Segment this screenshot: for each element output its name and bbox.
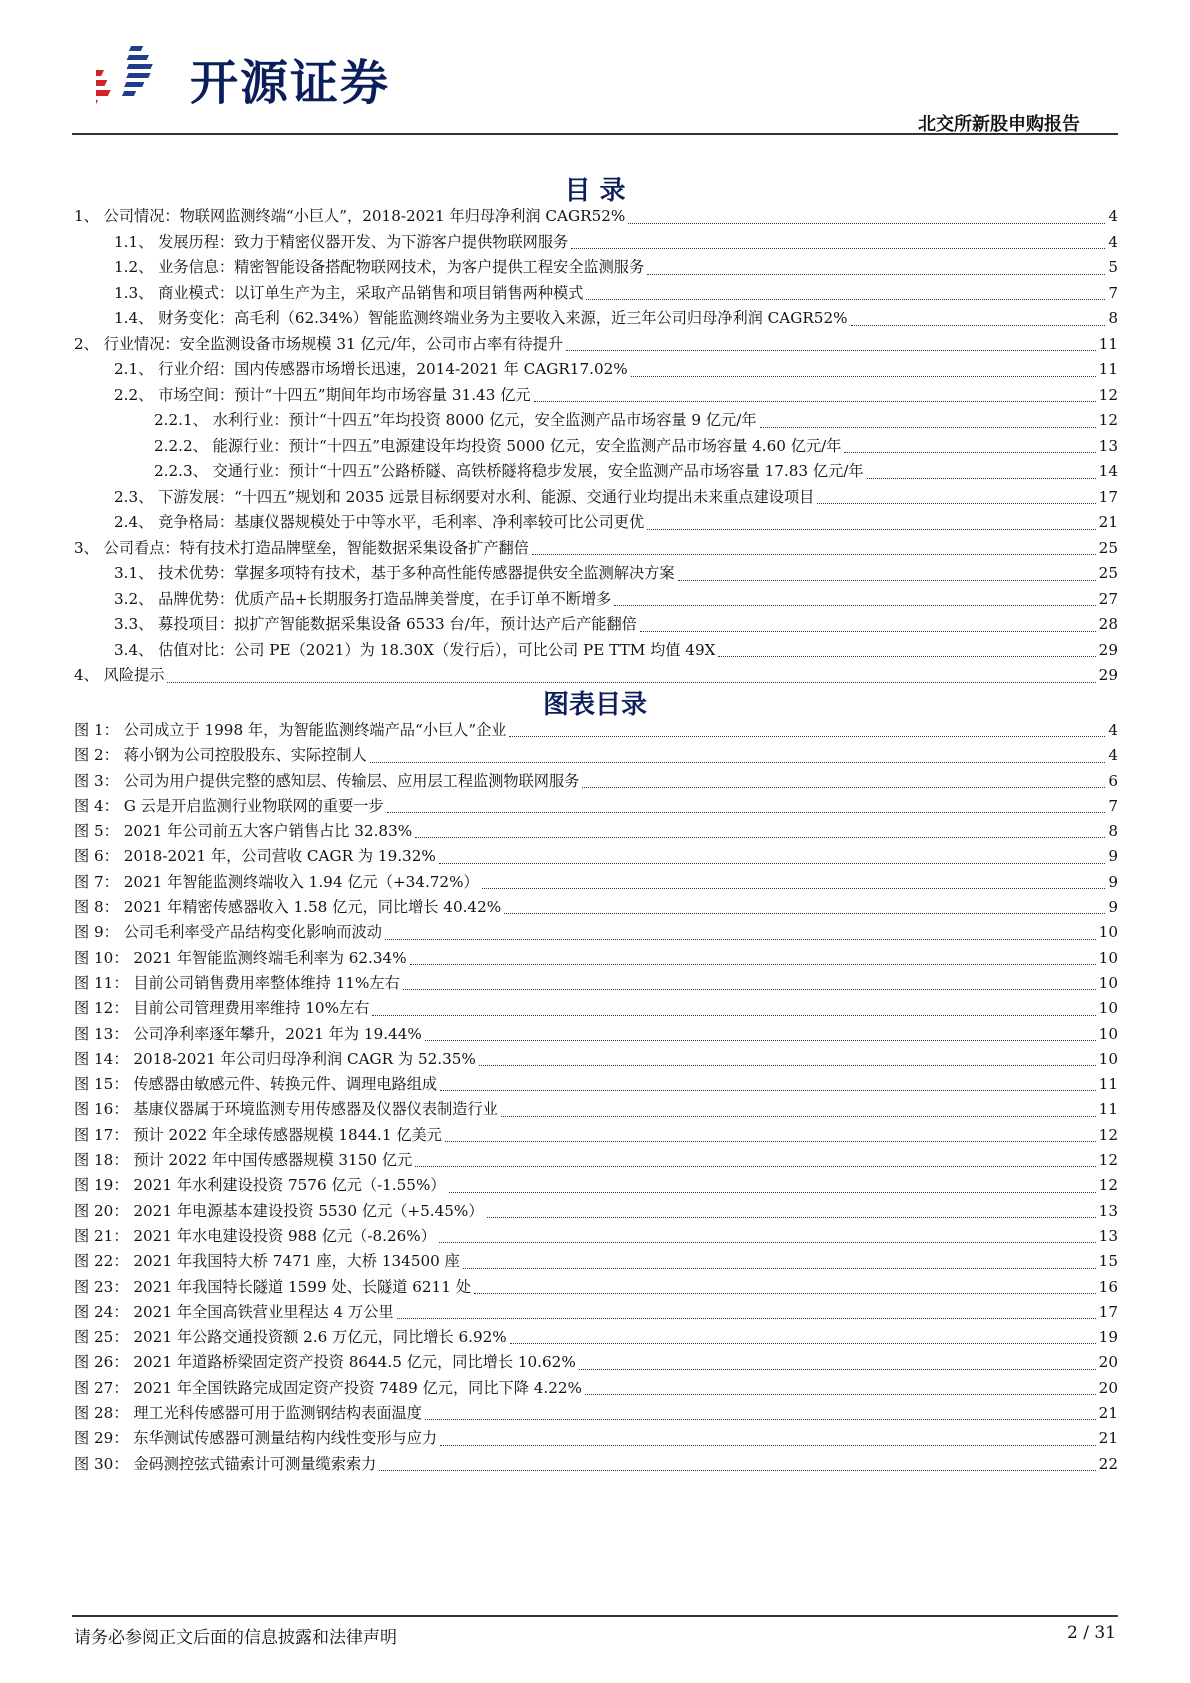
- dot-leader: [501, 1115, 1096, 1117]
- figure-entry-title: 图 2： 蒋小钢为公司控股股东、实际控制人: [74, 746, 367, 765]
- figure-entry-title: 图 29： 东华测试传感器可测量结构内线性变形与应力: [74, 1429, 438, 1448]
- dot-leader: [439, 1241, 1096, 1243]
- toc-entry[interactable]: [74, 255, 1118, 281]
- toc-entry[interactable]: [74, 281, 1118, 307]
- toc-entry-page: 4: [1108, 207, 1118, 225]
- dot-leader: [439, 862, 1106, 864]
- toc-entry[interactable]: [74, 485, 1118, 511]
- dot-leader: [579, 1368, 1096, 1370]
- toc-entry-title: 2.1、 行业介绍：国内传感器市场增长迅速，2014-2021 年 CAGR17.02%: [114, 360, 628, 378]
- figure-entry-title: 图 1： 公司成立于 1998 年，为智能监测终端产品“小巨人”企业: [74, 721, 507, 739]
- dot-leader: [415, 836, 1105, 838]
- figure-entry-title: 图 24： 2021 年全国高铁营业里程达 4 万公里: [74, 1302, 394, 1321]
- dot-leader: [844, 451, 1095, 453]
- toc-entry[interactable]: [74, 587, 1118, 613]
- toc-entry-title: 4、 风险提示: [74, 666, 165, 684]
- figure-entry-title: 图 6： 2018-2021 年，公司营收 CAGR 为 19.32%: [74, 847, 436, 866]
- figure-entry-page: 12: [1098, 1125, 1118, 1144]
- toc-entry[interactable]: [74, 510, 1118, 536]
- toc-entry-page: 7: [1108, 283, 1118, 302]
- figure-entry-title: 图 26： 2021 年道路桥梁固定资产投资 8644.5 亿元，同比增长 10.62%: [74, 1353, 576, 1372]
- figure-entry-page: 10: [1098, 948, 1118, 967]
- dot-leader: [487, 1216, 1096, 1218]
- dot-leader: [582, 786, 1105, 788]
- toc-entry-page: 8: [1108, 309, 1118, 327]
- toc-entry-title: 1.2、 业务信息：精密智能设备搭配物联网技术，为客户提供工程安全监测服务: [114, 258, 645, 276]
- brand-name: 开源证券: [190, 55, 391, 111]
- dot-leader: [385, 938, 1096, 940]
- dot-leader: [647, 273, 1105, 275]
- figure-entry[interactable]: [74, 1097, 1118, 1122]
- toc-entry-title: 2.2.2、 能源行业：预计“十四五”电源建设年均投资 5000 亿元，安全监测产品市场容量 4.60 亿元/年: [154, 436, 842, 455]
- figure-entry-page: 22: [1098, 1454, 1118, 1473]
- dot-leader: [425, 1039, 1096, 1041]
- dot-leader: [445, 1140, 1096, 1142]
- figure-entry[interactable]: [74, 1401, 1118, 1426]
- dot-leader: [760, 426, 1096, 428]
- figure-entry-title: 图 12： 目前公司管理费用率维持 10%左右: [74, 999, 370, 1018]
- dot-leader: [415, 1165, 1095, 1167]
- figures-title: 图表目录: [542, 690, 647, 720]
- figure-entry[interactable]: [74, 844, 1118, 869]
- figure-entry[interactable]: [74, 819, 1118, 844]
- dot-leader: [504, 912, 1105, 914]
- figures-list: [74, 718, 1118, 1477]
- dot-leader: [647, 528, 1096, 530]
- figure-entry-title: 图 20： 2021 年电源基本建设投资 5530 亿元（+5.45%）: [74, 1201, 484, 1220]
- toc-title: 目 录: [564, 176, 626, 206]
- figure-entry-title: 图 28： 理工光科传感器可用于监测钢结构表面温度: [74, 1404, 422, 1423]
- figure-entry[interactable]: [74, 1148, 1118, 1173]
- toc-entry-page: 5: [1108, 258, 1118, 276]
- figure-entry-title: 图 27： 2021 年全国铁路完成固定资产投资 7489 亿元，同比下降 4.22%: [74, 1378, 582, 1397]
- toc-entry-page: 17: [1098, 487, 1118, 506]
- figure-entry-page: 9: [1108, 847, 1118, 866]
- figure-entry-title: 图 14： 2018-2021 年公司归母净利润 CAGR 为 52.35%: [74, 1049, 476, 1068]
- dot-leader: [867, 477, 1096, 479]
- report-type: 北交所新股申购报告: [918, 114, 1080, 135]
- figure-entry-page: 9: [1108, 898, 1118, 917]
- figure-entry-title: 图 4： G 云是开启监测行业物联网的重要一步: [74, 796, 384, 815]
- figure-entry[interactable]: [74, 1300, 1118, 1325]
- dot-leader: [482, 887, 1106, 889]
- figure-entry-title: 图 7： 2021 年智能监测终端收入 1.94 亿元（+34.72%）: [74, 872, 479, 891]
- figure-entry[interactable]: [74, 1275, 1118, 1300]
- figure-entry[interactable]: [74, 1350, 1118, 1375]
- figure-entry-title: 图 13： 公司净利率逐年攀升，2021 年为 19.44%: [74, 1024, 422, 1043]
- toc-entry-title: 1.3、 商业模式：以订单生产为主，采取产品销售和项目销售两种模式: [114, 283, 584, 302]
- toc-entry-title: 1.4、 财务变化：高毛利（62.34%）智能监测终端业务为主要收入来源，近三年公司归母净利润 CAGR52%: [114, 309, 848, 327]
- figure-entry[interactable]: [74, 718, 1118, 743]
- figure-entry-page: 16: [1098, 1277, 1118, 1296]
- figure-entry-page: 10: [1098, 1049, 1118, 1068]
- dot-leader: [817, 502, 1095, 504]
- figure-entry-title: 图 5： 2021 年公司前五大客户销售占比 32.83%: [74, 822, 413, 841]
- page-header: [0, 0, 1190, 140]
- toc-entry-title: 2、 行业情况：安全监测设备市场规模 31 亿元/年，公司市占率有待提升: [74, 334, 564, 353]
- toc-entry[interactable]: [74, 561, 1118, 587]
- toc-entry[interactable]: [74, 408, 1118, 434]
- figure-entry-title: 图 3： 公司为用户提供完整的感知层、传输层、应用层工程监测物联网服务: [74, 771, 580, 790]
- dot-leader: [640, 630, 1096, 632]
- figure-entry-title: 图 23： 2021 年我国特长隧道 1599 处、长隧道 6211 处: [74, 1277, 471, 1296]
- figure-entry-page: 10: [1098, 999, 1118, 1018]
- dot-leader: [449, 1191, 1096, 1193]
- figure-entry[interactable]: [74, 1249, 1118, 1274]
- figure-entry-title: 图 18： 预计 2022 年中国传感器规模 3150 亿元: [74, 1151, 413, 1170]
- dot-leader: [614, 604, 1095, 606]
- figure-entry-page: 20: [1098, 1378, 1118, 1397]
- figure-entry-page: 10: [1098, 1024, 1118, 1043]
- dot-leader: [628, 222, 1105, 224]
- figure-entry[interactable]: [74, 971, 1118, 996]
- toc-entry[interactable]: [74, 612, 1118, 638]
- toc-entry-page: 21: [1098, 513, 1118, 531]
- footer-disclaimer: 请务必参阅正文后面的信息披露和法律声明: [74, 1628, 397, 1648]
- figure-entry-title: 图 25： 2021 年公路交通投资额 2.6 万亿元，同比增长 6.92%: [74, 1328, 507, 1347]
- toc-entry-title: 3、 公司看点：特有技术打造品牌壁垒，智能数据采集设备扩产翻倍: [74, 538, 529, 557]
- table-of-contents: [74, 204, 1118, 689]
- figure-entry-page: 8: [1108, 822, 1118, 841]
- figure-entry[interactable]: [74, 1426, 1118, 1451]
- toc-entry-page: 14: [1098, 462, 1118, 480]
- figure-entry[interactable]: [74, 794, 1118, 819]
- dot-leader: [571, 247, 1105, 249]
- figure-entry[interactable]: [74, 1072, 1118, 1097]
- figure-entry-title: 图 9： 公司毛利率受产品结构变化影响而波动: [74, 923, 382, 942]
- toc-entry[interactable]: [74, 204, 1118, 230]
- figure-entry-title: 图 15： 传感器由敏感元件、转换元件、调理电路组成: [74, 1075, 438, 1094]
- figure-entry[interactable]: [74, 996, 1118, 1021]
- toc-entry-title: 1.1、 发展历程：致力于精密仪器开发、为下游客户提供物联网服务: [114, 232, 569, 251]
- figure-entry-title: 图 16： 基康仪器属于环境监测专用传感器及仪器仪表制造行业: [74, 1100, 498, 1119]
- figure-entry[interactable]: [74, 1224, 1118, 1249]
- figure-entry[interactable]: [74, 920, 1118, 945]
- toc-entry-page: 28: [1098, 615, 1118, 633]
- figure-entry-page: 10: [1098, 973, 1118, 992]
- figure-entry[interactable]: [74, 1452, 1118, 1477]
- dot-leader: [678, 579, 1096, 581]
- figure-entry-page: 19: [1098, 1328, 1118, 1347]
- page-number: 2 / 31: [1067, 1623, 1116, 1643]
- figure-entry-page: 21: [1098, 1429, 1118, 1448]
- dot-leader: [387, 811, 1106, 813]
- figure-entry-title: 图 10： 2021 年智能监测终端毛利率为 62.34%: [74, 948, 407, 967]
- figure-entry[interactable]: [74, 870, 1118, 895]
- toc-entry-title: 2.3、 下游发展：“十四五”规划和 2035 远景目标纲要对水利、能源、交通行业均提出未来重点建设项目: [114, 487, 815, 506]
- toc-entry-title: 3.2、 品牌优势：优质产品+长期服务打造品牌美誉度，在手订单不断增多: [114, 589, 612, 608]
- toc-entry[interactable]: [74, 383, 1118, 409]
- toc-entry-page: 12: [1098, 411, 1118, 429]
- dot-leader: [379, 1469, 1095, 1471]
- figure-entry[interactable]: [74, 895, 1118, 920]
- dot-leader: [474, 1292, 1096, 1294]
- dot-leader: [397, 1317, 1096, 1319]
- figure-entry-page: 20: [1098, 1353, 1118, 1372]
- dot-leader: [851, 324, 1106, 326]
- figure-entry-title: 图 17： 预计 2022 年全球传感器规模 1844.1 亿美元: [74, 1125, 442, 1144]
- dot-leader: [370, 761, 1106, 763]
- toc-entry-page: 25: [1098, 538, 1118, 557]
- toc-entry[interactable]: [74, 230, 1118, 256]
- toc-entry[interactable]: [74, 536, 1118, 562]
- toc-entry-page: 12: [1098, 385, 1118, 404]
- figure-entry[interactable]: [74, 1047, 1118, 1072]
- figure-entry-page: 4: [1108, 746, 1118, 765]
- toc-entry-title: 3.3、 募投项目：拟扩产智能数据采集设备 6533 台/年，预计达产后产能翻倍: [114, 615, 637, 633]
- dot-leader: [479, 1064, 1096, 1066]
- dot-leader: [631, 375, 1096, 377]
- figure-entry[interactable]: [74, 769, 1118, 794]
- toc-entry-page: 13: [1098, 436, 1118, 455]
- dot-leader: [509, 735, 1105, 737]
- figure-entry-title: 图 19： 2021 年水利建设投资 7576 亿元（-1.55%）: [74, 1176, 446, 1195]
- toc-entry-title: 2.2、 市场空间：预计“十四五”期间年均市场容量 31.43 亿元: [114, 385, 531, 404]
- dot-leader: [440, 1089, 1096, 1091]
- figure-entry-page: 11: [1098, 1075, 1118, 1094]
- toc-entry-title: 3.4、 估值对比：公司 PE（2021）为 18.30X（发行后），可比公司 PE TTM 均值 49X: [114, 640, 716, 659]
- dot-leader: [167, 681, 1095, 683]
- toc-entry[interactable]: [74, 638, 1118, 664]
- toc-entry-page: 29: [1098, 666, 1118, 684]
- figure-entry[interactable]: [74, 743, 1118, 768]
- toc-entry-page: 11: [1098, 334, 1118, 353]
- dot-leader: [566, 349, 1096, 351]
- figure-entry-page: 4: [1108, 721, 1118, 739]
- toc-entry[interactable]: [74, 306, 1118, 332]
- figure-entry[interactable]: [74, 946, 1118, 971]
- figure-entry[interactable]: [74, 1123, 1118, 1148]
- figure-entry-page: 9: [1108, 872, 1118, 891]
- figure-entry[interactable]: [74, 1022, 1118, 1047]
- dot-leader: [372, 1014, 1095, 1016]
- dot-leader: [718, 655, 1095, 657]
- toc-entry[interactable]: [74, 332, 1118, 358]
- toc-entry[interactable]: [74, 357, 1118, 383]
- toc-entry-page: 25: [1098, 564, 1118, 582]
- figure-entry-page: 21: [1098, 1404, 1118, 1423]
- figure-entry[interactable]: [74, 1325, 1118, 1350]
- figure-entry-title: 图 22： 2021 年我国特大桥 7471 座，大桥 134500 座: [74, 1252, 460, 1271]
- toc-entry-title: 2.2.3、 交通行业：预计“十四五”公路桥隧、高铁桥隧将稳步发展，安全监测产品市场容量 17.83 亿元/年: [154, 462, 864, 480]
- figure-entry-page: 17: [1098, 1302, 1118, 1321]
- toc-entry-page: 4: [1108, 232, 1118, 251]
- figure-entry-page: 7: [1108, 796, 1118, 815]
- toc-entry-title: 1、 公司情况：物联网监测终端“小巨人”，2018-2021 年归母净利润 CAGR52%: [74, 207, 626, 225]
- dot-leader: [534, 400, 1096, 402]
- toc-entry-page: 29: [1098, 640, 1118, 659]
- figure-entry-page: 12: [1098, 1151, 1118, 1170]
- dot-leader: [510, 1342, 1096, 1344]
- figure-entry[interactable]: [74, 1173, 1118, 1198]
- toc-entry-page: 11: [1098, 360, 1118, 378]
- figure-entry-title: 图 30： 金码测控弦式锚索计可测量缆索索力: [74, 1454, 377, 1473]
- toc-entry[interactable]: [74, 434, 1118, 460]
- figure-entry-page: 6: [1108, 771, 1118, 790]
- footer-divider: [72, 1615, 1118, 1617]
- dot-leader: [403, 988, 1096, 990]
- dot-leader: [440, 1444, 1096, 1446]
- dot-leader: [586, 298, 1105, 300]
- figure-entry[interactable]: [74, 1376, 1118, 1401]
- toc-entry-title: 3.1、 技术优势：掌握多项特有技术，基于多种高性能传感器提供安全监测解决方案: [114, 564, 675, 582]
- figure-entry-page: 12: [1098, 1176, 1118, 1195]
- figure-entry-title: 图 21： 2021 年水电建设投资 988 亿元（-8.26%）: [74, 1226, 436, 1245]
- dot-leader: [463, 1267, 1096, 1269]
- figure-entry-page: 13: [1098, 1226, 1118, 1245]
- toc-entry-title: 2.2.1、 水利行业：预计“十四五”年均投资 8000 亿元，安全监测产品市场容量 9 亿元/年: [154, 411, 757, 429]
- figure-entry-title: 图 8： 2021 年精密传感器收入 1.58 亿元，同比增长 40.42%: [74, 898, 502, 917]
- toc-entry[interactable]: [74, 459, 1118, 485]
- figure-entry-page: 13: [1098, 1201, 1118, 1220]
- header-divider: [72, 133, 1118, 135]
- toc-entry-page: 27: [1098, 589, 1118, 608]
- figure-entry[interactable]: [74, 1199, 1118, 1224]
- dot-leader: [410, 963, 1096, 965]
- figure-entry-page: 10: [1098, 923, 1118, 942]
- figure-entry-page: 11: [1098, 1100, 1118, 1119]
- dot-leader: [425, 1418, 1096, 1420]
- toc-entry-title: 2.4、 竞争格局：基康仪器规模处于中等水平，毛利率、净利率较可比公司更优: [114, 513, 645, 531]
- dot-leader: [585, 1393, 1096, 1395]
- figure-entry-title: 图 11： 目前公司销售费用率整体维持 11%左右: [74, 973, 400, 992]
- figure-entry-page: 15: [1098, 1252, 1118, 1271]
- dot-leader: [532, 553, 1096, 555]
